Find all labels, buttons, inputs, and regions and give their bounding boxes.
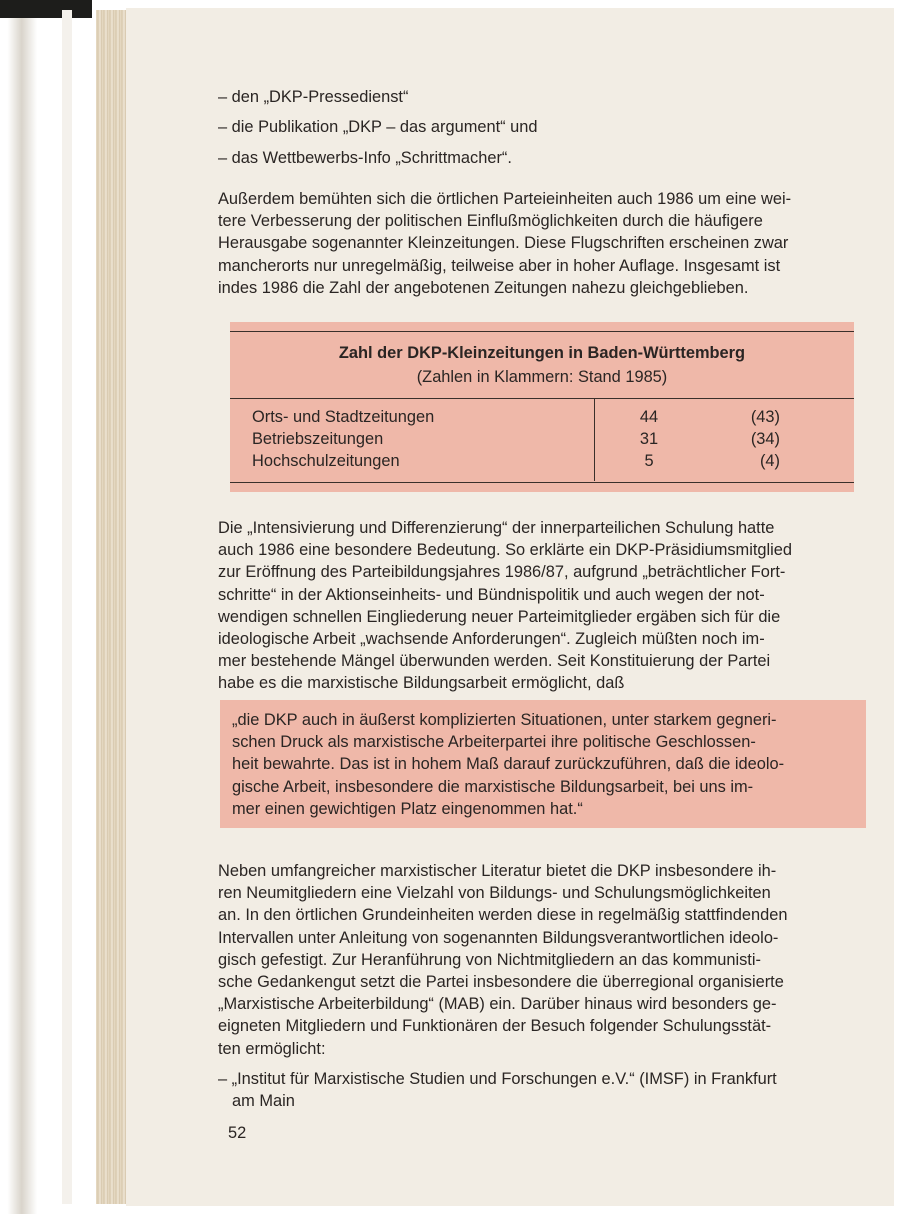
kleinzeitungen-table xyxy=(230,322,854,492)
page-edge-strip xyxy=(62,10,72,1204)
text-line: am Main xyxy=(232,1092,295,1111)
text-line: schritte“ in der Aktionseinheits- und Bündnispolitik und auch wegen der not- xyxy=(218,585,765,604)
paragraph-kleinzeitungen xyxy=(218,188,868,299)
scan-edge-bar xyxy=(0,0,92,18)
text-line: mancherorts nur unregelmäßig, teilweise aber in hoher Auflage. Insgesamt ist xyxy=(218,256,781,275)
text-line: indes 1986 die Zahl der angebotenen Zeitungen nahezu gleichgeblieben. xyxy=(218,278,749,297)
row-previous-value: (34) xyxy=(750,430,780,448)
text-line: „die DKP auch in äußerst komplizierten Situationen, unter starkem gegneri- xyxy=(232,711,777,729)
bullet-dkp-argument: – die Publikation „DKP – das argument“ und xyxy=(218,118,538,136)
bullet-dkp-pressedienst: – den „DKP-Pressedienst“ xyxy=(218,88,409,106)
bullet-schrittmacher: – das Wettbewerbs-Info „Schrittmacher“. xyxy=(218,149,512,167)
row-label: Betriebszeitungen xyxy=(252,430,384,448)
text-line: tere Verbesserung der politischen Einflußmöglichkeiten durch die häufigere xyxy=(218,212,763,231)
row-previous-value: (4) xyxy=(759,452,780,470)
text-line: ten ermöglicht: xyxy=(218,1039,326,1058)
text-line: „Marxistische Arbeiterbildung“ (MAB) ein. Darüber hinaus wird besonders ge- xyxy=(218,995,777,1014)
text-line: auch 1986 eine besondere Bedeutung. So erklärte ein DKP-Präsidiumsmitglied xyxy=(218,541,793,560)
text-line: an. In den örtlichen Grundeinheiten werden diese in regelmäßig stattfindenden xyxy=(218,906,788,925)
quote-box xyxy=(220,700,866,828)
page-right-margin xyxy=(894,0,900,1214)
text-line: Die „Intensivierung und Differenzierung“ der innerparteilichen Schulung hatte xyxy=(218,519,775,537)
row-previous-value: (43) xyxy=(750,408,780,426)
text-line: gische Arbeit, insbesondere die marxistische Bildungsarbeit, bei uns im- xyxy=(232,777,754,796)
row-label: Hochschulzeitungen xyxy=(252,452,400,470)
row-label: Orts- und Stadtzeitungen xyxy=(252,408,435,426)
text-line: habe es die marxistische Bildungsarbeit ermöglicht, daß xyxy=(218,674,625,693)
text-line: Intervallen unter Anleitung von sogenannten Bildungsverantwortlichen ideolo- xyxy=(218,928,779,947)
quote-text xyxy=(232,709,856,820)
text-line: mer bestehende Mängel überwunden werden. Seit Konstituierung der Partei xyxy=(218,652,771,671)
text-line: gisch gefestigt. Zur Heranführung von Nichtmitgliedern an das kommunisti- xyxy=(218,950,761,969)
table-row xyxy=(252,408,832,430)
text-line: wendigen schnellen Eingliederung neuer Parteimitglieder ergäben sich für die xyxy=(218,607,781,626)
paragraph-schulung xyxy=(218,517,868,695)
text-line: ideologische Arbeit „wachsende Anforderungen“. Zugleich müßten noch im- xyxy=(218,630,765,649)
page-edge-strip xyxy=(96,10,126,1204)
bullet-imsf xyxy=(218,1068,868,1112)
text-line: ren Neumitgliedern eine Vielzahl von Bildungs- und Schulungsmöglichkeiten xyxy=(218,884,771,903)
row-value: 5 xyxy=(644,452,654,470)
text-line: Herausgabe sogenannter Kleinzeitungen. Diese Flugschriften erscheinen zwar xyxy=(218,234,789,253)
page-number: 52 xyxy=(228,1124,247,1142)
text-line: zur Eröffnung des Parteibildungsjahres 1986/87, aufgrund „beträchtlicher Fort- xyxy=(218,563,786,582)
table-title: Zahl der DKP-Kleinzeitungen in Baden-Württemberg xyxy=(338,344,746,362)
text-line: Außerdem bemühten sich die örtlichen Parteieinheiten auch 1986 um eine wei- xyxy=(218,190,792,208)
table-row xyxy=(252,452,832,474)
table-header-rule xyxy=(230,398,854,399)
table-subtitle: (Zahlen in Klammern: Stand 1985) xyxy=(416,368,668,386)
table-row xyxy=(252,430,832,452)
text-line: heit bewahrte. Das ist in hohem Maß darauf zurückzuführen, daß die ideolo- xyxy=(232,755,785,774)
text-line: mer einen gewichtigen Platz eingenommen hat.“ xyxy=(232,799,583,818)
book-spine xyxy=(0,0,62,1214)
table-top-rule xyxy=(230,331,854,332)
row-value: 31 xyxy=(639,430,659,448)
row-value: 44 xyxy=(639,408,659,426)
text-line: Neben umfangreicher marxistischer Literatur bietet die DKP insbesondere ih- xyxy=(218,862,777,880)
text-line: – „Institut für Marxistische Studien und Forschungen e.V.“ (IMSF) in Frankfurt xyxy=(218,1070,777,1088)
text-line: schen Druck als marxistische Arbeiterpartei ihre politische Geschlossen- xyxy=(232,733,756,752)
text-line: eigneten Mitgliedern und Funktionären der Besuch folgender Schulungsstät- xyxy=(218,1017,772,1036)
table-bottom-rule xyxy=(230,482,854,483)
paragraph-bildungsangebote xyxy=(218,860,868,1060)
text-line: sche Gedankengut setzt die Partei insbesondere die überregional organisierte xyxy=(218,973,784,992)
